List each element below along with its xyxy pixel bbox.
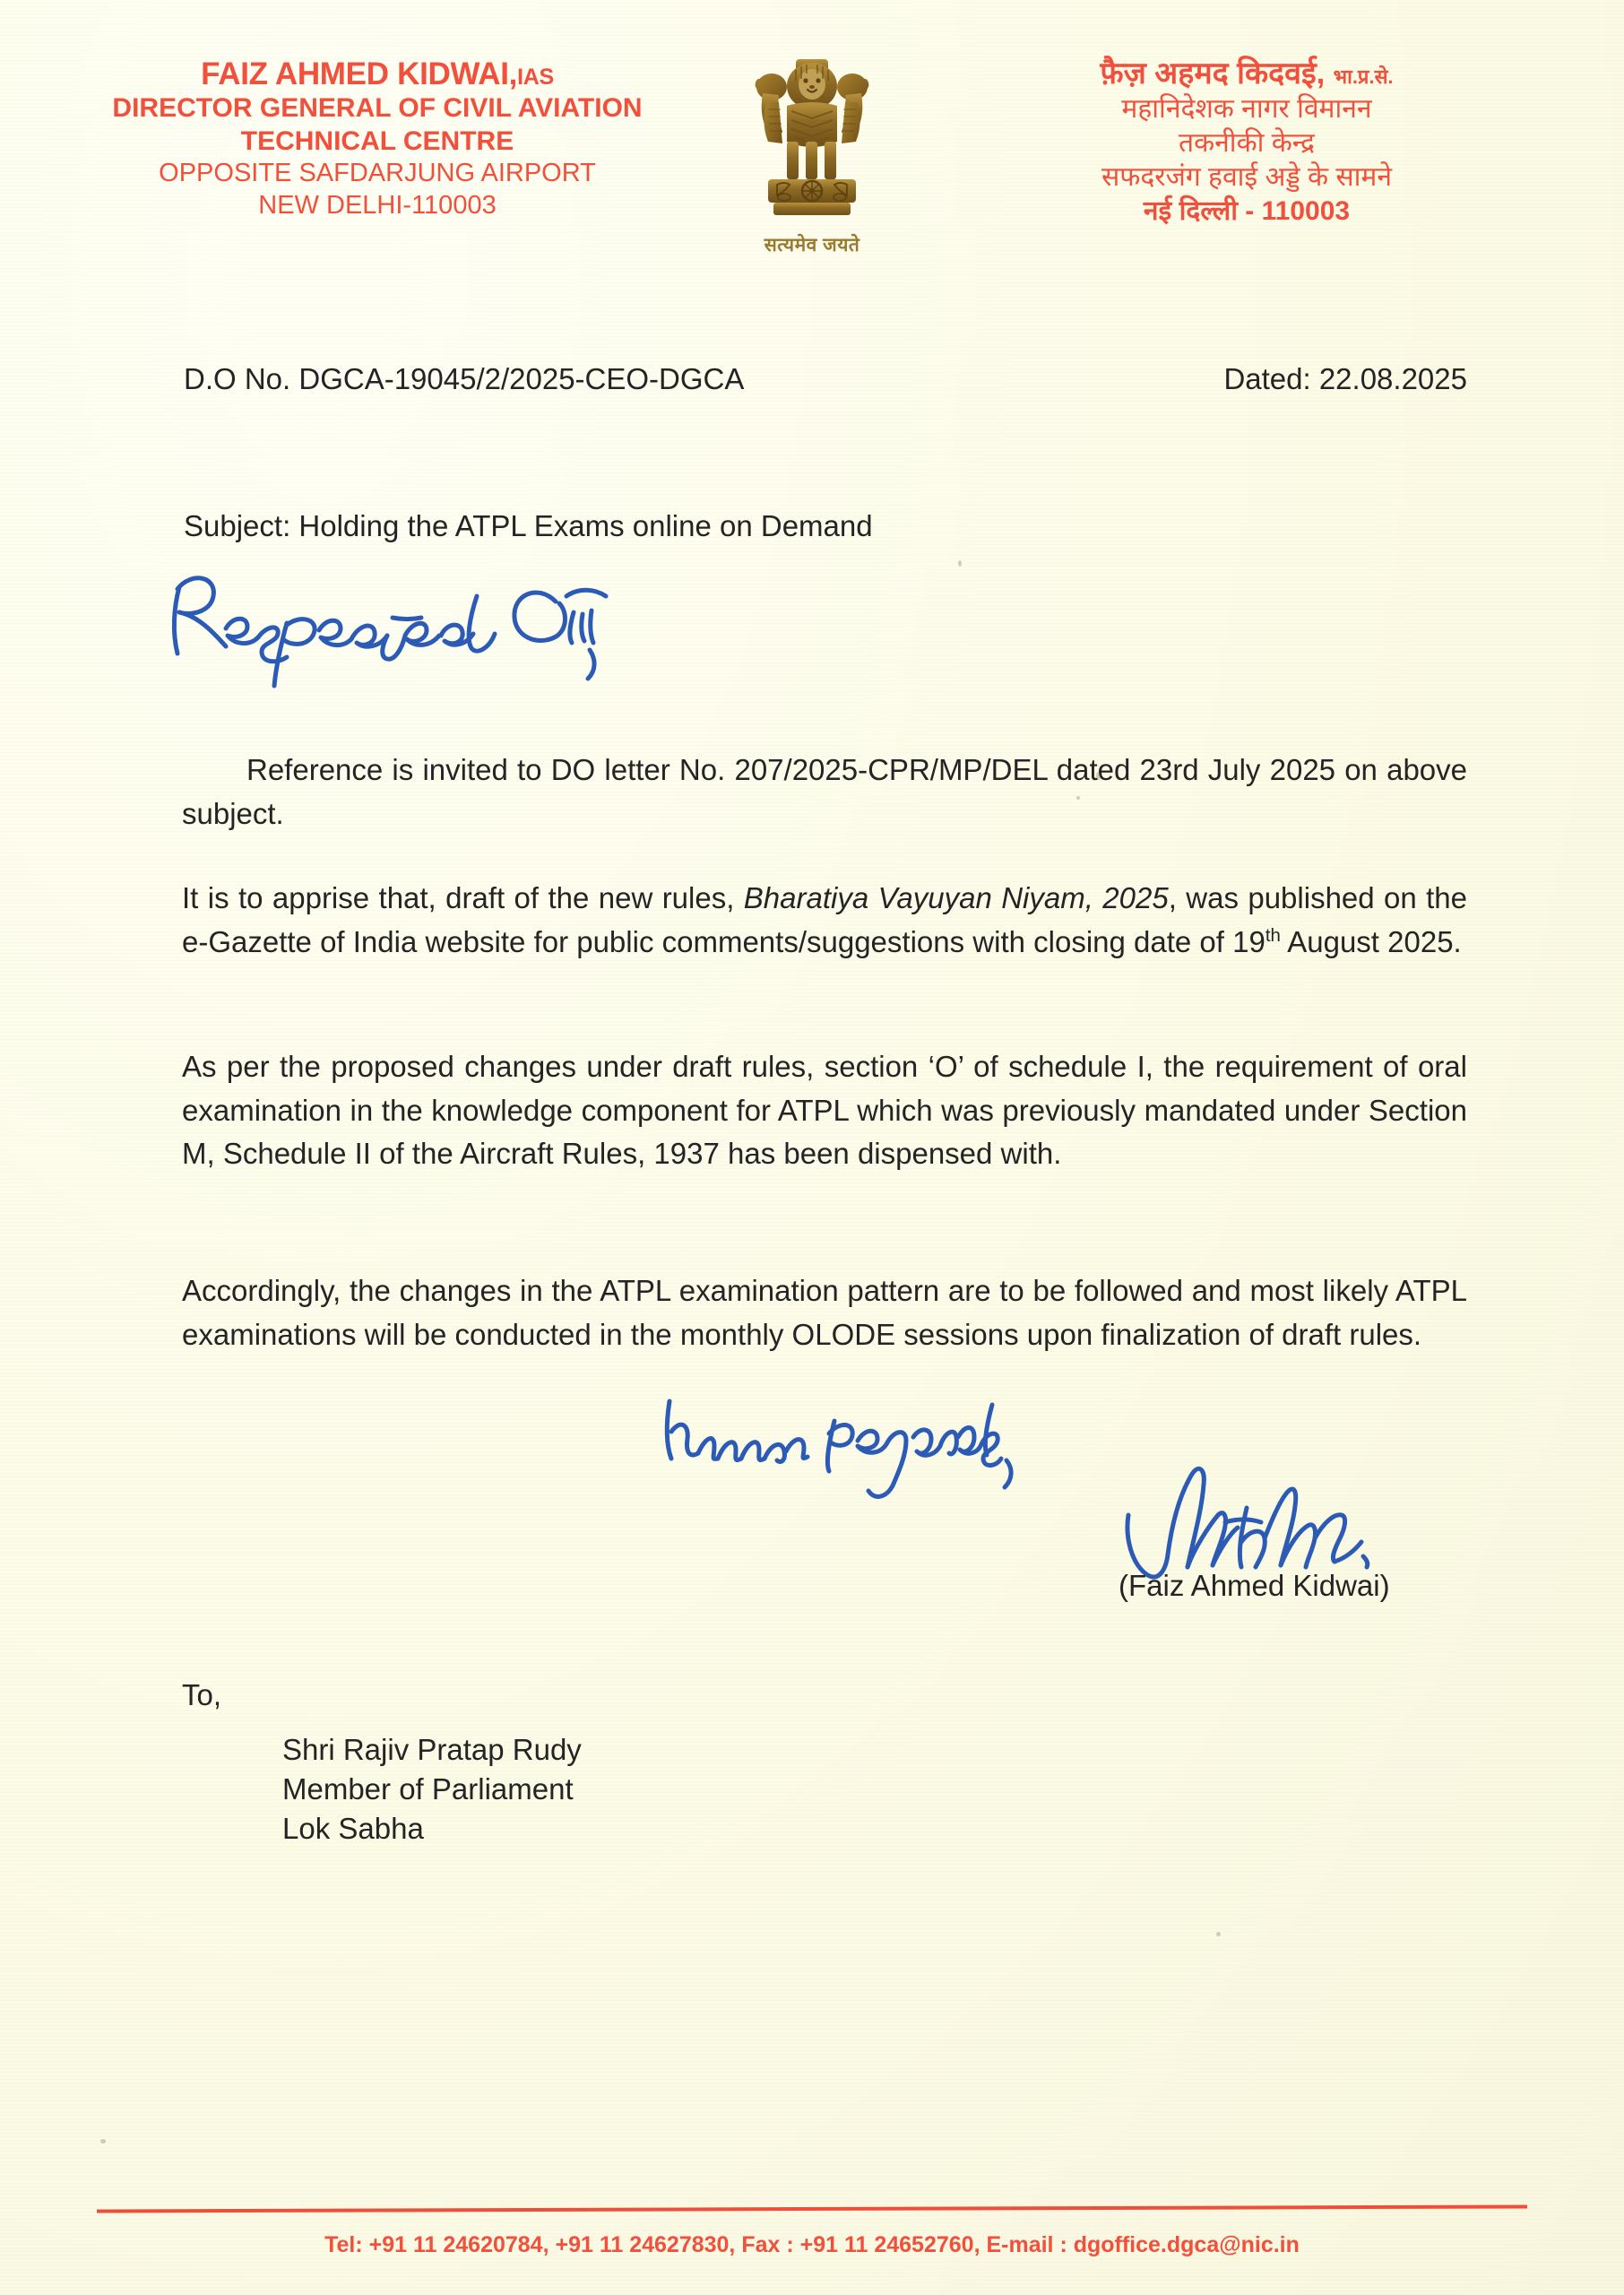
letterhead-english-block (64, 47, 691, 221)
ordinal-suffix: th (1265, 924, 1281, 946)
addressee-designation: Member of Parliament (282, 1772, 574, 1806)
footer-divider (97, 2204, 1527, 2213)
scan-speck (100, 2139, 106, 2143)
scan-speck (958, 560, 962, 567)
officer-name-text: FAIZ AHMED KIDWAI, (201, 56, 518, 91)
address-line-2-hindi: नई दिल्ली - 110003 (1143, 195, 1351, 226)
addressee-block (282, 1730, 582, 1849)
do-number: D.O No. DGCA-19045/2/2025-CEO-DGCA (184, 362, 745, 395)
ashoka-lion-capital-icon (745, 47, 879, 230)
officer-name-hindi-text: फ़ैज़ अहमद किदवई, (1100, 56, 1326, 91)
designation-line-1-hindi: महानिदेशक नागर विमानन (1121, 94, 1372, 125)
addressee-house: Lok Sabha (282, 1812, 424, 1846)
scan-speck (1076, 796, 1080, 800)
paragraph-proposed-changes: As per the proposed changes under draft rules, section ‘O’ of schedule I, the requirement of oral examination in the knowledge component for ATPL which was previously mandated under Section M, Schedule II of the Aircraft Rules, 1937 has been dispensed with. (182, 1050, 1467, 1170)
state-emblem-icon (691, 47, 933, 257)
handwritten-salutation-ink (161, 560, 663, 695)
paragraph-draft-rules (182, 877, 1467, 964)
emblem-block (691, 47, 933, 257)
emblem-motto-text: सत्यमेव जयते (764, 235, 860, 255)
scan-speck (1216, 1932, 1221, 1936)
paragraph-draft-rules-c: August 2025. (1280, 924, 1462, 958)
paragraph-accordingly: Accordingly, the changes in the ATPL examination pattern are to be followed and most likely ATPL examinations will be conducted in the monthly OLODE sessions upon finalization of draft rules. (182, 1274, 1467, 1351)
handwritten-regards-ink (659, 1385, 1035, 1502)
designation-line-2-english: TECHNICAL CENTRE (240, 126, 514, 156)
officer-service-suffix-hindi: भा.प्र.से. (1333, 65, 1394, 88)
draft-rules-title: Bharatiya Vayuyan Niyam, 2025 (743, 881, 1169, 914)
designation-line-1-english: DIRECTOR GENERAL OF CIVIL AVIATION (112, 93, 643, 124)
letter-date: Dated: 22.08.2025 (1223, 362, 1467, 395)
officer-service-suffix: IAS (517, 65, 554, 90)
subject-line: Subject: Holding the ATPL Exams online on Demand (184, 509, 873, 542)
to-label: To, (182, 1678, 222, 1711)
reference-line (184, 362, 1467, 396)
handwritten-salutation (161, 560, 663, 695)
paragraph-reference-text: Reference is invited to DO letter No. 207/2025-CPR/MP/DEL dated 23rd July 2025 on above subject. (182, 753, 1467, 830)
officer-name-hindi (933, 56, 1560, 92)
paragraph-draft-rules-a: It is to apprise that, draft of the new rules, (182, 881, 744, 914)
signer-name: (Faiz Ahmed Kidwai) (1119, 1569, 1390, 1602)
handwritten-regards (659, 1385, 1035, 1502)
addressee-name: Shri Rajiv Pratap Rudy (282, 1733, 582, 1766)
address-line-1-english: OPPOSITE SAFDARJUNG AIRPORT (159, 159, 596, 188)
scan-speck (787, 160, 791, 164)
letterhead (0, 47, 1624, 257)
address-line-1-hindi: सफदरजंग हवाई अड्डे के सामने (1101, 162, 1393, 193)
footer-contact: Tel: +91 11 24620784, +91 11 24627830, Fax : +91 11 24652760, E-mail : dgoffice.dgca@nic.in (324, 2232, 1300, 2257)
paragraph-reference (182, 749, 1467, 836)
letterhead-hindi-block (933, 47, 1560, 229)
address-line-2-english: NEW DELHI-110003 (258, 190, 497, 220)
scan-speck (1096, 772, 1101, 780)
officer-name-english (64, 56, 691, 92)
paragraph-draft-rules-b: , was published on the e-Gazette of India website for public comments/suggestions with closing date of 19 (182, 881, 1468, 958)
designation-line-2-hindi: तकनीकी केन्द्र (1179, 128, 1315, 159)
